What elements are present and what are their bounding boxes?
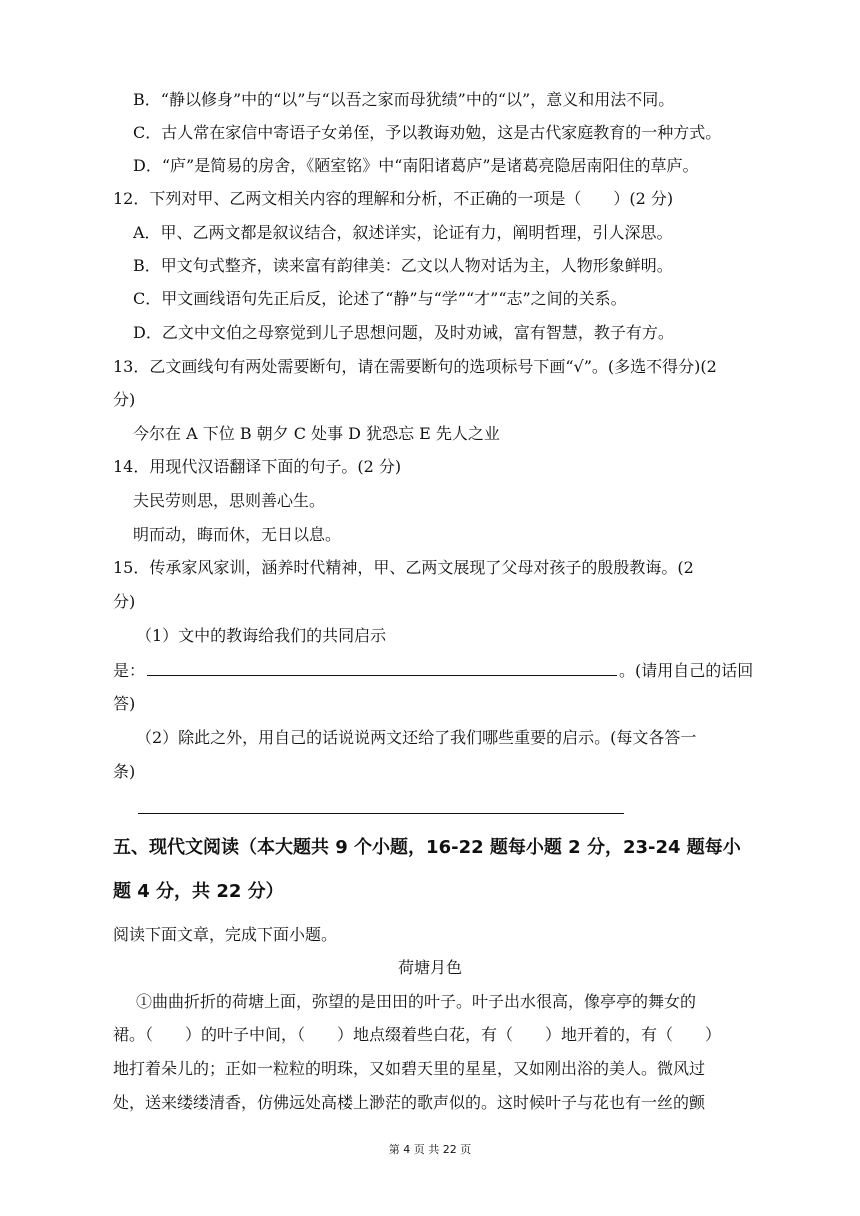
q14-sentence-2: 明而动，晦而休，无日以息。: [133, 525, 342, 544]
q11-option-d: D．“庐”是简易的房舍，《陋室铭》中“南阳诸葛庐”是诸葛亮隐居南阳住的草庐。: [133, 156, 699, 175]
q15-part1-answer-row: [113, 659, 753, 682]
q12-stem: 12．下列对甲、乙两文相关内容的理解和分析，不正确的一项是（ ）(2 分): [113, 189, 674, 208]
q12-option-b: B．甲文句式整齐，读来富有韵律美：乙文以人物对话为主，人物形象鲜明。: [133, 256, 673, 275]
q11-option-c: C．古人常在家信中寄语子女弟侄，予以教诲劝勉，这是古代家庭教育的一种方式。: [133, 123, 722, 142]
q15-part2-prompt: （2）除此之外，用自己的话说说两文还给了我们哪些重要的启示。(每文各答一: [136, 728, 697, 747]
q12-option-d: D．乙文中文伯之母察觉到儿子思想问题，及时劝诫，富有智慧，教子有方。: [133, 323, 674, 342]
section5-heading: 五、现代文阅读（本大题共 9 个小题，16-22 题每小题 2 分，23-24 题每小: [113, 837, 741, 858]
q15-part1-prefix: 是：: [113, 661, 146, 680]
q12-option-a: A．甲、乙两文都是叙议结合，叙述详实，论证有力，阐明哲理，引人深思。: [133, 223, 673, 242]
q15-part2-cont: 条): [113, 762, 136, 781]
q15-stem: 15．传承家风家训，涵养时代精神，甲、乙两文展现了父母对孩子的殷殷教诲。(2: [113, 558, 694, 577]
q13-sentence: 今尔在 A 下位 B 朝夕 C 处事 D 犹恐忘 E 先人之业: [133, 424, 500, 443]
article-paragraph-1-line-1: ①曲曲折折的荷塘上面，弥望的是田田的叶子。叶子出水很高，像亭亭的舞女的: [136, 992, 697, 1011]
q15-part1-suffix: 。(请用自己的话回: [619, 661, 754, 680]
q12-option-c: C．甲文画线语句先正后反，论述了“静”与“学”“才”“志”之间的关系。: [133, 289, 627, 308]
q15-stem-cont: 分): [113, 592, 136, 611]
q15-part1-cont: 答): [113, 694, 136, 713]
q13-stem-cont: 分): [113, 390, 136, 409]
q14-stem: 14．用现代汉语翻译下面的句子。(2 分): [113, 457, 402, 476]
article-paragraph-1-line-3: 地打着朵儿的；正如一粒粒的明珠，又如碧天里的星星，又如刚出浴的美人。微风过: [113, 1059, 706, 1078]
article-paragraph-1-line-2: 裙。（ ）的叶子中间，（ ）地点缀着些白花，有（ ）地开着的，有（ ）: [113, 1025, 722, 1044]
section5-heading-cont: 题 4 分，共 22 分）: [113, 881, 284, 902]
page-footer: 第 4 页 共 22 页: [388, 1143, 472, 1156]
article-title: 荷塘月色: [397, 958, 462, 977]
q15-part1-prompt: （1）文中的教诲给我们的共同启示: [136, 626, 387, 645]
section5-intro: 阅读下面文章，完成下面小题。: [113, 925, 338, 944]
q14-sentence-1: 夫民劳则思，思则善心生。: [133, 491, 326, 510]
q11-option-b: B．“静以修身”中的“以”与“以吾之家而母犹绩”中的“以”，意义和用法不同。: [133, 90, 675, 109]
q15-part2-answer-line[interactable]: [138, 813, 624, 814]
q15-part1-answer-line[interactable]: [147, 659, 617, 676]
q13-stem: 13．乙文画线句有两处需要断句，请在需要断句的选项标号下画“√”。(多选不得分)(2: [113, 357, 717, 376]
article-paragraph-1-line-4: 处，送来缕缕清香，仿佛远处高楼上渺茫的歌声似的。这时候叶子与花也有一丝的颤: [113, 1093, 706, 1112]
